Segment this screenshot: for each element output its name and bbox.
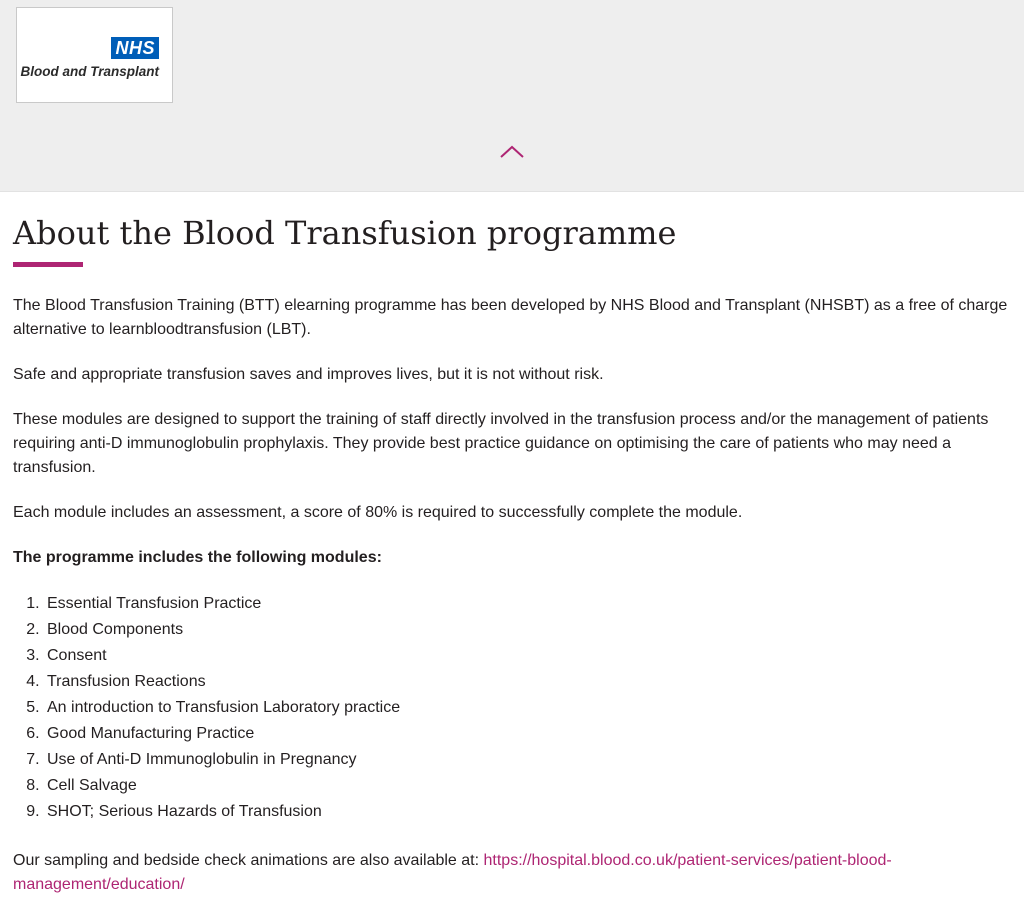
module-item-3: 3. Consent [44,643,1011,669]
page-title: About the Blood Transfusion programme [13,214,677,252]
nhs-logo-text: NHS [115,38,155,58]
chevron-up-icon [499,145,525,159]
nhs-logo-icon [111,37,159,59]
module-item-5: 5. An introduction to Transfusion Laboratory practice [44,695,1011,721]
paragraph-assessment: Each module includes an assessment, a score of 80% is required to successfully complete the module. [13,504,743,521]
education-link[interactable]: https://hospital.blood.co.uk/patient-services/patient-blood-management/education/ [13,852,892,893]
module-item-1: 1. Essential Transfusion Practice [44,591,1011,617]
module-item-9: 9. SHOT; Serious Hazards of Transfusion [44,799,1011,825]
modules-intro: The programme includes the following modules: [13,549,382,566]
title-accent-bar [13,262,83,267]
module-item-2: 2. Blood Components [44,617,1011,643]
paragraph-safety: Safe and appropriate transfusion saves and improves lives, but it is not without risk. [13,366,604,383]
paragraph-intro: The Blood Transfusion Training (BTT) elearning programme has been developed by NHS Blood and Transplant (NHSBT) as a free of charge alternative to learnbloodtransfusion (LBT). [13,297,1008,338]
modules-list [13,591,1011,825]
page-header [0,0,1024,192]
main-content [0,192,1024,904]
nhsbt-logo[interactable] [16,7,173,103]
module-item-6: 6. Good Manufacturing Practice [44,721,1011,747]
module-item-7: 7. Use of Anti-D Immunoglobulin in Pregnancy [44,747,1011,773]
paragraph-modules-purpose: These modules are designed to support the training of staff directly involved in the transfusion process and/or the management of patients requiring anti-D immunoglobulin prophylaxis. They provide best practice guidance on optimising the care of patients who may need a transfusion. [13,411,989,476]
module-item-8: 8. Cell Salvage [44,773,1011,799]
collapse-header-button[interactable] [495,141,529,163]
module-item-4: 4. Transfusion Reactions [44,669,1011,695]
logo-org-text: Blood and Transplant [20,64,159,79]
footer-note-text: Our sampling and bedside check animations are also available at: [13,852,484,869]
footer-note [13,849,1011,897]
